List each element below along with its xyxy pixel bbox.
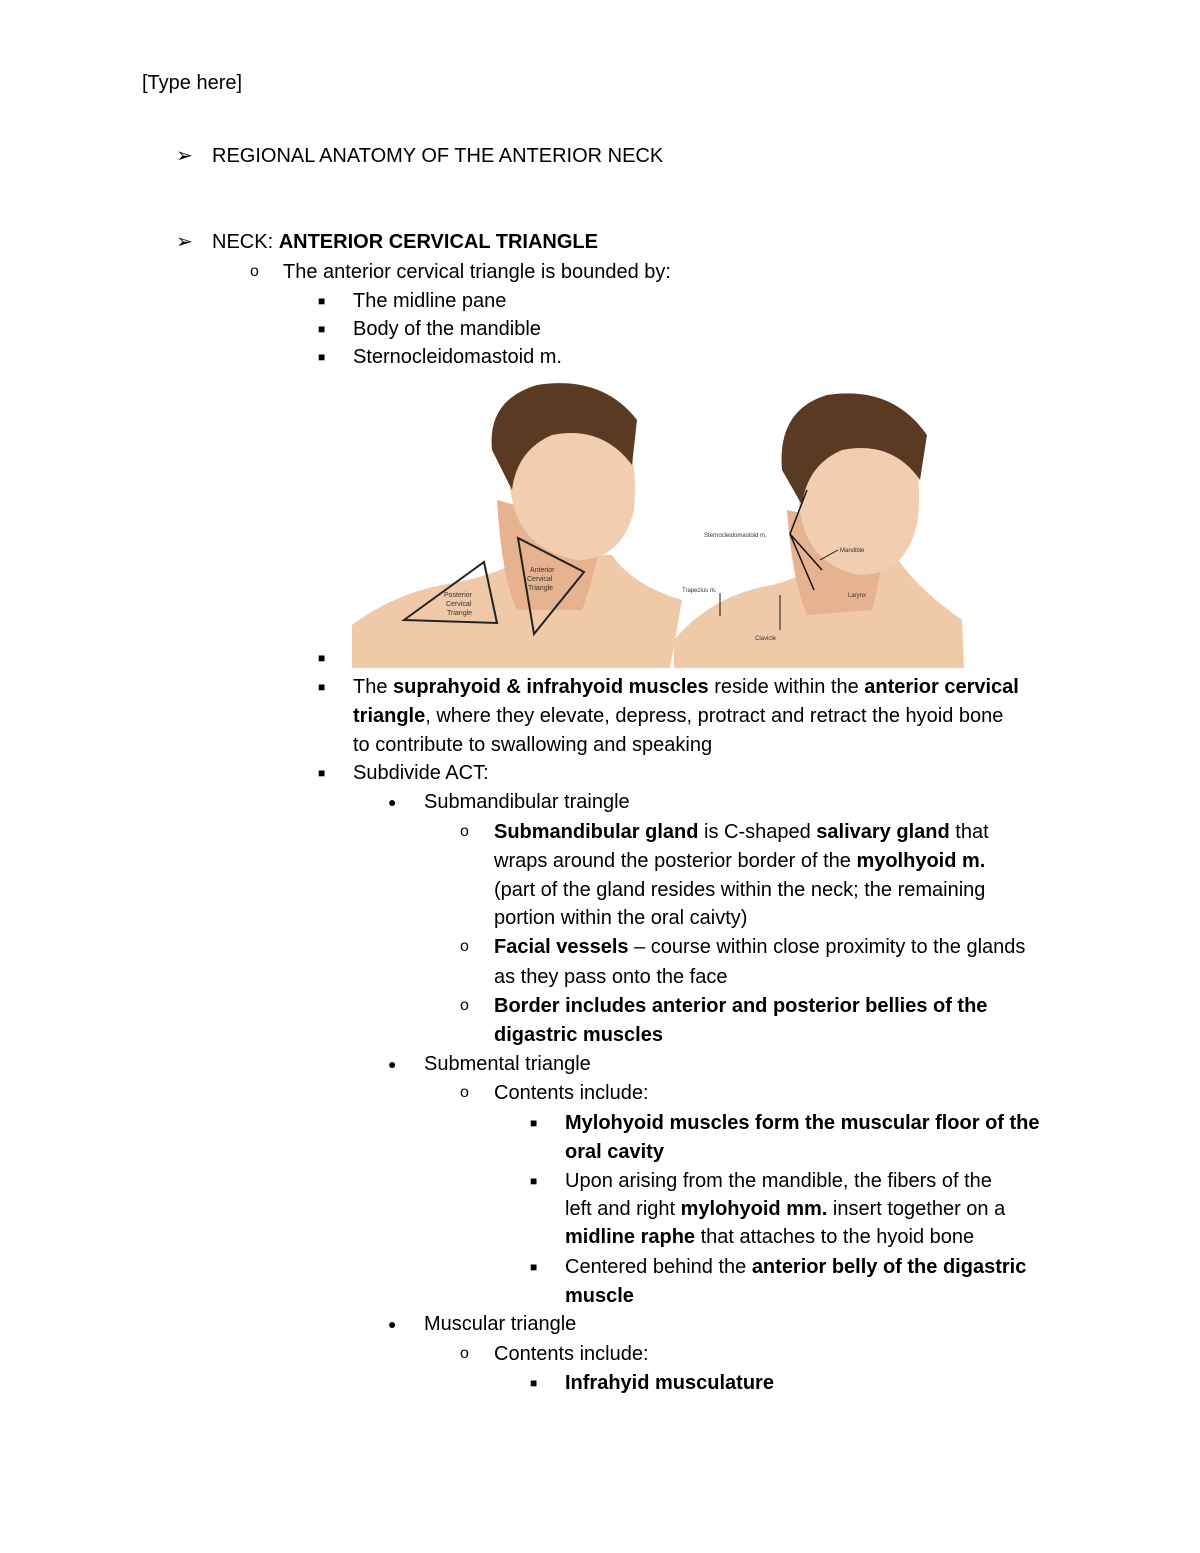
square-bullet-icon: ■: [318, 294, 326, 308]
label-mandible: Mandible: [840, 548, 865, 554]
list-item: Subdivide ACT:: [353, 762, 489, 784]
right-figure: [674, 393, 964, 668]
section-heading: [212, 228, 598, 256]
heading-prefix: NECK:: [212, 231, 279, 253]
square-bullet-icon: ■: [318, 766, 326, 780]
paragraph-line: left and right mylohyoid mm. insert together on a: [565, 1198, 1006, 1220]
dot-bullet-icon: ●: [388, 1316, 397, 1332]
list-item: Muscular triangle: [424, 1313, 577, 1335]
circle-bullet-icon: o: [460, 938, 469, 955]
list-item: The midline pane: [353, 290, 507, 312]
paragraph-line: wraps around the posterior border of the myolhyoid m.: [494, 850, 986, 872]
paragraph-line: oral cavity: [565, 1141, 664, 1163]
arrow-bullet-icon: ➢: [176, 231, 193, 253]
dot-bullet-icon: ●: [388, 1056, 397, 1072]
circle-bullet-icon: o: [460, 1084, 469, 1101]
label-triangle: Triangle: [528, 585, 554, 592]
paragraph-line: Mylohyoid muscles form the muscular floor of the: [565, 1112, 1040, 1134]
circle-bullet-icon: o: [460, 823, 469, 840]
list-item: Infrahyid musculature: [565, 1372, 774, 1394]
list-item: The anterior cervical triangle is bounded by:: [283, 261, 671, 283]
paragraph-line: digastric muscles: [494, 1024, 663, 1046]
label-larynx: Larynx: [848, 593, 867, 599]
paragraph-line: triangle, where they elevate, depress, protract and retract the hyoid bone: [353, 705, 1004, 727]
label-clavicle: Clavicle: [755, 636, 777, 642]
label-triangle: Triangle: [447, 610, 473, 617]
list-item: Submental triangle: [424, 1053, 591, 1075]
square-bullet-icon: ■: [530, 1376, 538, 1390]
paragraph-line: (part of the gland resides within the neck; the remaining: [494, 879, 986, 901]
paragraph-line: Border includes anterior and posterior bellies of the: [494, 995, 988, 1017]
left-figure: [352, 383, 682, 668]
dot-bullet-icon: ●: [388, 794, 397, 810]
list-item: Submandibular traingle: [424, 791, 630, 813]
label-scm: Sternocleidomastoid m.: [704, 533, 767, 539]
square-bullet-icon: ■: [318, 651, 326, 665]
circle-bullet-icon: o: [250, 263, 259, 280]
square-bullet-icon: ■: [318, 680, 326, 694]
label-anterior: Anterior: [530, 567, 555, 574]
section-heading: REGIONAL ANATOMY OF THE ANTERIOR NECK: [212, 145, 664, 167]
paragraph-line: muscle: [565, 1285, 634, 1307]
anatomy-illustration: [352, 380, 972, 668]
square-bullet-icon: ■: [318, 350, 326, 364]
paragraph-line: as they pass onto the face: [494, 966, 728, 988]
arrow-bullet-icon: ➢: [176, 145, 193, 167]
heading-title: ANTERIOR CERVICAL TRIANGLE: [278, 231, 598, 253]
paragraph-line: The suprahyoid & infrahyoid muscles reside within the anterior cervical: [353, 676, 1019, 698]
paragraph-line: Submandibular gland is C-shaped salivary gland that: [494, 821, 989, 843]
page-header: [Type here]: [142, 72, 243, 94]
list-item: Sternocleidomastoid m.: [353, 346, 562, 368]
circle-bullet-icon: o: [460, 997, 469, 1014]
paragraph-line: to contribute to swallowing and speaking: [353, 734, 713, 756]
paragraph-line: portion within the oral caivty): [494, 907, 748, 929]
list-item: Contents include:: [494, 1343, 649, 1365]
square-bullet-icon: ■: [318, 322, 326, 336]
square-bullet-icon: ■: [530, 1116, 538, 1130]
square-bullet-icon: ■: [530, 1174, 538, 1188]
label-cervical: Cervical: [446, 601, 472, 608]
label-cervical: Cervical: [527, 576, 553, 583]
circle-bullet-icon: o: [460, 1345, 469, 1362]
paragraph-line: Facial vessels – course within close proximity to the glands: [494, 936, 1026, 958]
paragraph-line: Upon arising from the mandible, the fibers of the: [565, 1170, 992, 1192]
list-item: Body of the mandible: [353, 318, 541, 340]
paragraph-line: Centered behind the anterior belly of the digastric: [565, 1256, 1027, 1278]
paragraph-line: midline raphe that attaches to the hyoid bone: [565, 1226, 975, 1248]
list-item: Contents include:: [494, 1082, 649, 1104]
label-posterior: Posterior: [444, 592, 473, 599]
label-trapezius: Trapezius m.: [682, 588, 717, 594]
square-bullet-icon: ■: [530, 1260, 538, 1274]
